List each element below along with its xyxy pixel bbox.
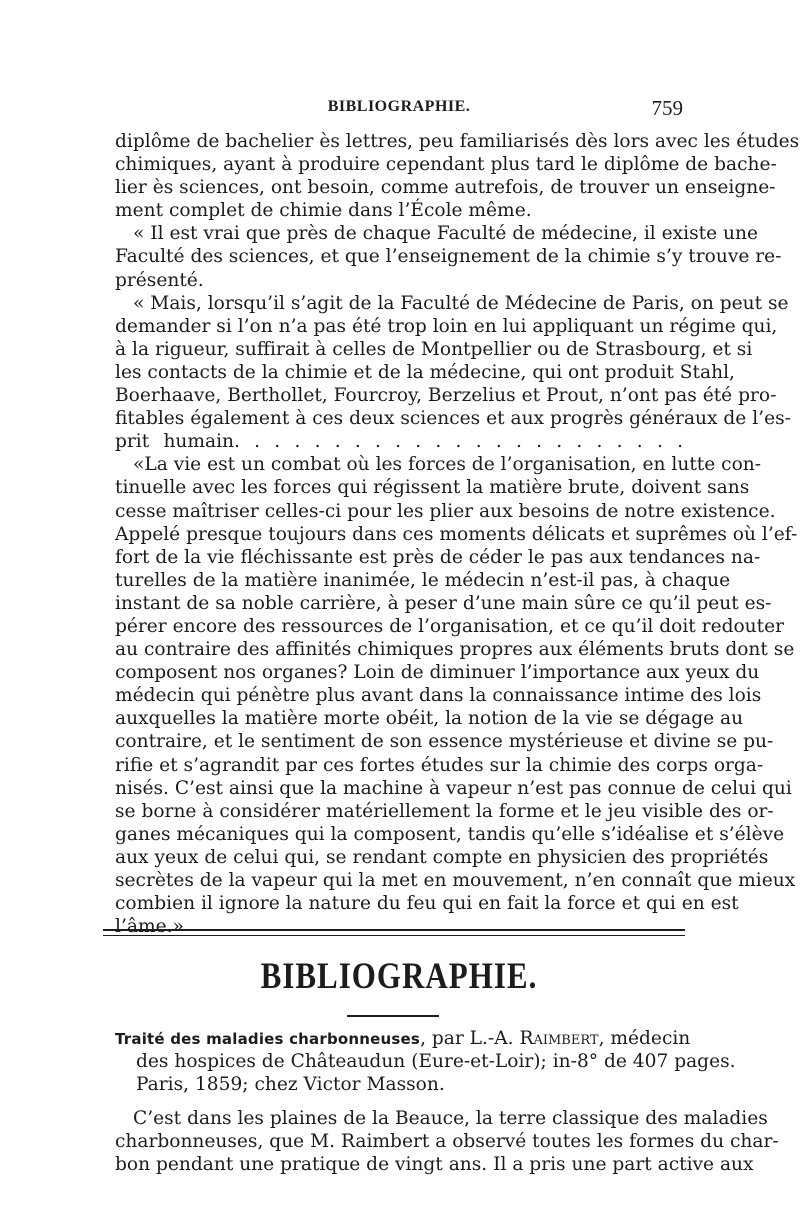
text-line: Faculté des sciences, et que l’enseignement de la chimie s’y trouve re- [115,246,782,268]
text-line: rifie et s’agrandit par ces fortes études sur la chimie des corps orga- [115,754,764,776]
text-line: ment complet de chimie dans l’École même. [115,200,532,222]
text-line: lier ès sciences, ont besoin, comme autrefois, de trouver un enseigne- [115,177,776,199]
text-line: auxquelles la matière morte obéit, la notion de la vie se dégage au [115,708,744,730]
text-line: C’est dans les plaines de la Beauce, la terre classique des maladies [133,1108,768,1129]
heading-rule [347,1015,439,1017]
text-line: ganes mécaniques qui la composent, tandis qu’elle s’idéalise et s’élève [115,823,785,845]
text-line: médecin qui pénètre plus avant dans la connaissance intime des lois [115,685,762,707]
citation-line: Paris, 1859; chez Victor Masson. [136,1074,445,1096]
text-line: charbonneuses, que M. Raimbert a observé toutes les formes du char- [115,1131,779,1153]
text-line: «La vie est un combat où les forces de l’organisation, en lutte con- [133,454,762,476]
book-title: Traité des maladies charbonneuses [115,1030,421,1048]
text-line: présenté. [115,269,204,291]
citation-by: , par L.-A. [420,1028,520,1049]
text-line: instant de sa noble carrière, à peser d’une main sûre ce qu’il peut es- [115,592,772,614]
text-line: l’âme.» [115,916,184,938]
book-author: Raimbert [519,1028,599,1049]
text-line: bon pendant une pratique de vingt ans. Il a pris une part active aux [115,1154,754,1176]
text-line: chimiques, ayant à produire cependant plus tard le diplôme de bache- [115,154,777,176]
text-line: se borne à considérer matériellement la forme et le jeu visible des or- [115,800,774,822]
section-heading: BIBLIOGRAPHIE. [260,954,538,997]
author-role: , médecin [598,1028,691,1049]
page-number: 759 [651,96,683,120]
text-line: turelles de la matière inanimée, le médecin n’est-il pas, à chaque [115,569,731,591]
text-line: secrètes de la vapeur qui la met en mouvement, n’en connaît que mieux [115,870,796,891]
text-line: pérer encore des ressources de l’organisation, et ce qu’il doit redouter [115,615,785,637]
text-line: prit humain. . . . . . . . . . . . . . . . . . . . . . . [115,431,683,453]
text-line: Appelé presque toujours dans ces moments délicats et suprêmes où l’ef- [115,523,798,545]
text-line: nisés. C’est ainsi que la machine à vapeur n’est pas connue de celui qui [115,777,792,799]
text-line: demander si l’on n’a pas été trop loin en lui appliquant un régime qui, [115,315,778,337]
text-line: « Il est vrai que près de chaque Faculté de médecine, il existe une [133,223,758,245]
text-line: fort de la vie fléchissante est près de céder le pas aux tendances na- [115,546,761,568]
text-line: « Mais, lorsqu’il s’agit de la Faculté de Médecine de Paris, on peut se [133,292,789,314]
text-line: aux yeux de celui qui, se rendant compte en physicien des propriétés [115,846,769,868]
text-line: composent nos organes? Loin de diminuer l’importance aux yeux du [115,662,760,684]
text-line: combien il ignore la nature du feu qui en fait la force et qui en est [115,893,739,915]
text-line: cesse maîtriser celles-ci pour les plier aux besoins de notre existence. [115,500,776,522]
text-line: fitables également à ces deux sciences et aux progrès généraux de l’es- [115,408,791,430]
main-text [115,130,800,938]
running-title: BIBLIOGRAPHIE. [327,98,471,115]
citation-line [115,1027,691,1050]
text-line: à la rigueur, suffirait à celles de Montpellier ou de Strasbourg, et si [115,338,753,360]
book-citation [115,1027,736,1096]
citation-line: des hospices de Châteaudun (Eure-et-Loir); in-8° de 407 pages. [136,1051,736,1073]
running-head [115,98,683,128]
section-divider [103,929,685,936]
text-line: les contacts de la chimie et de la médecine, qui ont produit Stahl, [115,361,735,383]
text-line: au contraire des affinités chimiques propres aux éléments bruts dont se [115,639,795,661]
text-line: tinuelle avec les forces qui régissent la matière brute, doivent sans [115,477,750,499]
text-line: contraire, et le sentiment de son essence mystérieuse et divine se pu- [115,731,774,753]
text-line: diplôme de bachelier ès lettres, peu familiarisés dès lors avec les études [115,131,800,152]
review-text [115,1107,779,1176]
text-line: Boerhaave, Berthollet, Fourcroy, Berzelius et Prout, n’ont pas été pro- [115,385,777,407]
